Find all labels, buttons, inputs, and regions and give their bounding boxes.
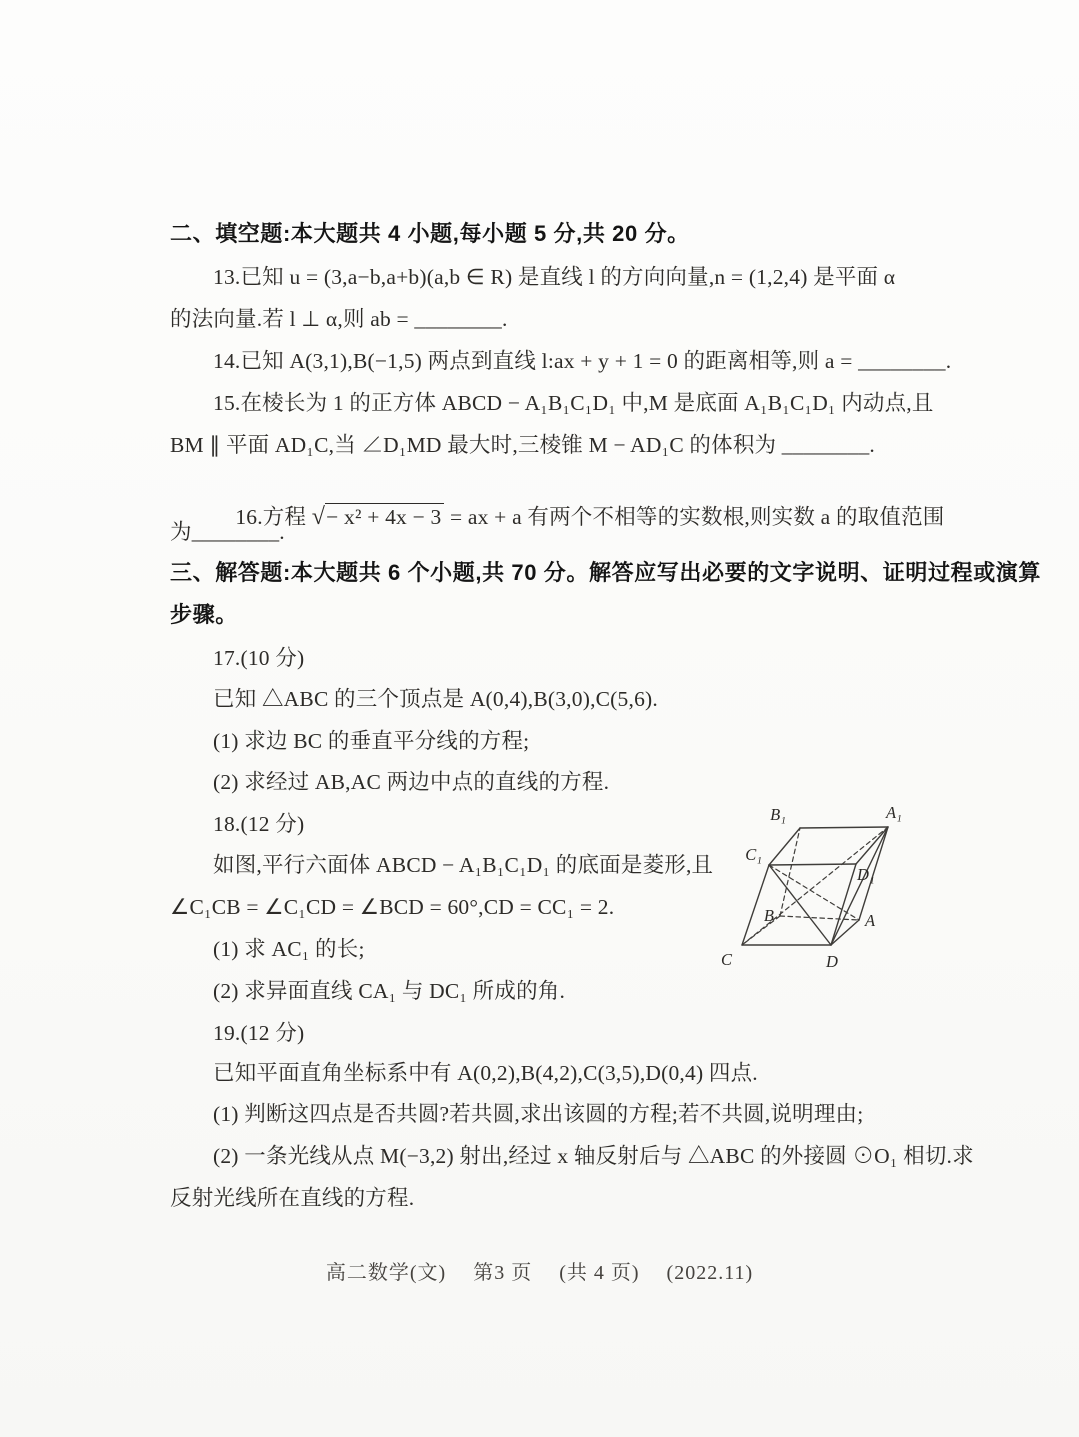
question-14-line-1: 14.已知 A(3,1),B(−1,5) 两点到直线 l:ax + y + 1 = 0 的距离相等,则 a = ________. [213,349,952,373]
question-19-part-2-line-1: (2) 一条光线从点 M(−3,2) 射出,经过 x 轴反射后与 △ABC 的外接圆 ⊙O₁ 相切.求 [213,1144,974,1168]
vertex-label-c: C [720,950,732,969]
question-18-line-2: ∠C₁CB = ∠C₁CD = ∠BCD = 60°,CD = CC₁ = 2. [170,895,615,919]
question-17-part-2: (2) 求经过 AB,AC 两边中点的直线的方程. [213,770,610,794]
question-16-line-1 [213,475,944,559]
page-footer: 高二数学(文) 第3 页 (共 4 页) (2022.11) [325,1262,754,1284]
question-13-line-2: 的法向量.若 l ⊥ α,则 ab = ________. [170,307,508,331]
q16-prefix: 16.方程 [235,505,312,529]
vertex-label-b: B [763,906,774,925]
question-16-line-2: 为________. [170,520,285,544]
edge-c1-d1 [769,864,856,865]
edge-b-b1 [780,828,800,916]
q16-radicand: − x² + 4x − 3 [325,503,444,529]
question-19-part-1: (1) 判断这四点是否共圆?若共圆,求出该圆的方程;若不共圆,说明理由; [213,1102,864,1126]
question-18-number: 18.(12 分) [213,812,305,836]
question-13-line-1: 13.已知 u = (3,a−b,a+b)(a,b ∈ R) 是直线 l 的方向向量,n = (1,2,4) 是平面 α [213,265,896,289]
vertex-label-a1: A₁ [886,803,902,822]
vertex-label-a: A [865,911,876,930]
question-17-number: 17.(10 分) [213,646,305,670]
q16-suffix: = ax + a 有两个不相等的实数根,则实数 a 的取值范围 [444,505,945,529]
edge-b-a [780,916,859,920]
edge-c-c1 [742,865,769,945]
vertex-label-d: D [826,952,838,971]
edge-b-c [742,916,780,945]
section-fill-blank-header: 二、填空题:本大题共 4 小题,每小题 5 分,共 20 分。 [170,221,690,246]
question-19-part-2-line-2: 反射光线所在直线的方程. [170,1186,415,1210]
parallelepiped-figure [700,788,960,988]
vertex-label-b1: B₁ [770,805,786,824]
question-19-number: 19.(12 分) [213,1021,305,1045]
parallelepiped-svg [700,788,960,988]
question-18-line-1: 如图,平行六面体 ABCD − A₁B₁C₁D₁ 的底面是菱形,且 [213,853,714,877]
diagonal-d-a1 [831,827,888,945]
question-18-part-1: (1) 求 AC₁ 的长; [213,937,365,961]
vertex-label-d1: D₁ [857,865,875,884]
edge-c1-b1 [769,828,800,865]
question-19-line-1: 已知平面直角坐标系中有 A(0,2),B(4,2),C(3,5),D(0,4) 四点. [213,1061,758,1085]
vertex-label-c1: C₁ [745,845,762,864]
square-root-icon: √ [311,504,326,530]
question-15-line-2: BM ∥ 平面 AD₁C,当 ∠D₁MD 最大时,三棱锥 M − AD₁C 的体积为 ________. [170,433,875,457]
edge-b1-a1 [800,827,888,828]
question-18-part-2: (2) 求异面直线 CA₁ 与 DC₁ 所成的角. [213,979,566,1003]
edge-d1-a1 [856,827,888,864]
question-15-line-1: 15.在棱长为 1 的正方体 ABCD − A₁B₁C₁D₁ 中,M 是底面 A₁B₁C₁D₁ 内动点,且 [213,391,934,415]
edge-d-d1 [831,864,856,945]
section-answer-header-line-2: 步骤。 [170,602,238,627]
diagonal-c1-d [769,865,831,945]
question-17-part-1: (1) 求边 BC 的垂直平分线的方程; [213,729,530,753]
question-17-line-1: 已知 △ABC 的三个顶点是 A(0,4),B(3,0),C(5,6). [213,687,658,711]
section-answer-header-line-1: 三、解答题:本大题共 6 个小题,共 70 分。解答应写出必要的文字说明、证明过程或演算 [170,560,1041,585]
